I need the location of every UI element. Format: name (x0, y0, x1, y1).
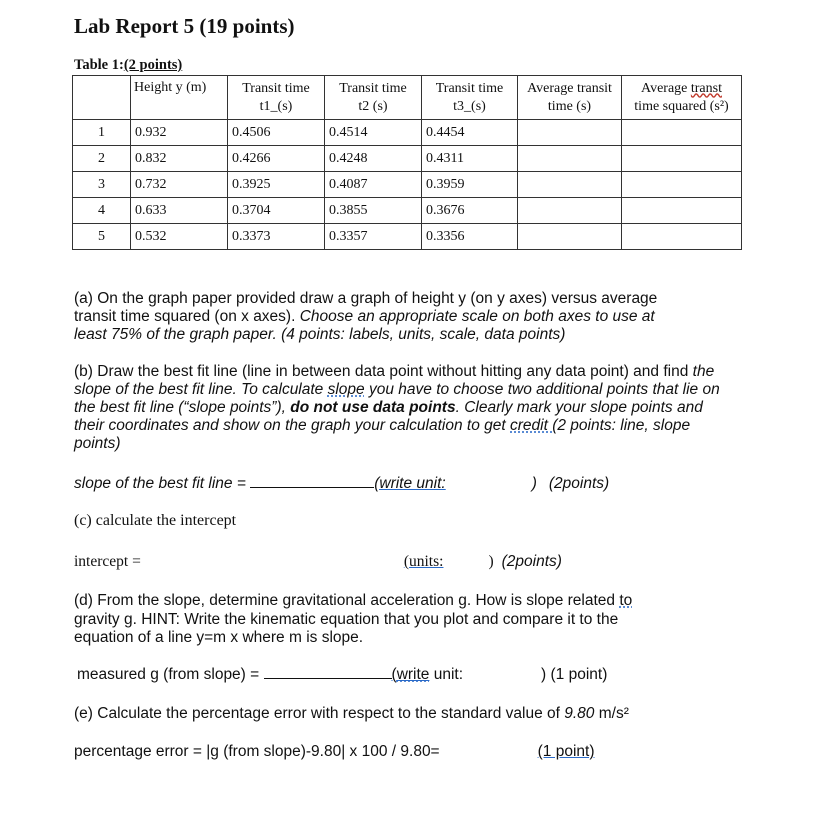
cell-t1: 0.3373 (228, 224, 325, 250)
table-row (73, 172, 742, 198)
table-caption-prefix: Table 1: (74, 57, 124, 73)
cell-t3: 0.3959 (422, 172, 518, 198)
data-table (72, 75, 742, 250)
cell-height: 0.633 (131, 198, 228, 224)
cell-avgsq[interactable] (622, 224, 742, 250)
slope-unit-label: (write unit: (374, 475, 446, 492)
cell-avg[interactable] (518, 146, 622, 172)
cell-avg[interactable] (518, 120, 622, 146)
row-index: 5 (73, 224, 131, 250)
cell-height: 0.532 (131, 224, 228, 250)
header-height: Height y (m) (131, 76, 228, 120)
cell-t3: 0.3356 (422, 224, 518, 250)
cell-avgsq[interactable] (622, 198, 742, 224)
cell-t1: 0.4506 (228, 120, 325, 146)
cell-t2: 0.3357 (325, 224, 422, 250)
cell-t3: 0.3676 (422, 198, 518, 224)
percentage-error-line: percentage error = |g (from slope)-9.80| x 100 / 9.80= (1 point) (74, 743, 595, 760)
cell-t2: 0.4087 (325, 172, 422, 198)
cell-height: 0.932 (131, 120, 228, 146)
part-e-text: (e) Calculate the percentage error with respect to the standard value of 9.80 m/s² (74, 705, 629, 722)
cell-avg[interactable] (518, 198, 622, 224)
part-c-text: (c) calculate the intercept (74, 512, 237, 529)
row-index: 4 (73, 198, 131, 224)
measured-unit-label: (write (391, 666, 430, 683)
header-index-cell (73, 76, 131, 120)
row-index: 3 (73, 172, 131, 198)
cell-height: 0.732 (131, 172, 228, 198)
measured-g-blank[interactable] (264, 678, 392, 679)
table-caption (74, 57, 182, 74)
table-row (73, 198, 742, 224)
cell-avgsq[interactable] (622, 146, 742, 172)
table-header-row (73, 76, 742, 120)
table-row (73, 120, 742, 146)
header-t2: Transit time t2 (s) (325, 76, 422, 120)
measured-g-line: measured g (from slope) = (write unit: ) (1 point) (77, 666, 608, 683)
header-avgsq: Average transt time squared (s²) (622, 76, 742, 120)
cell-avg[interactable] (518, 172, 622, 198)
cell-height: 0.832 (131, 146, 228, 172)
cell-t3: 0.4454 (422, 120, 518, 146)
page-title: Lab Report 5 (19 points) (74, 14, 295, 38)
slope-answer-blank[interactable] (250, 487, 374, 488)
slope-answer-line: slope of the best fit line = (write unit: ) (2points) (74, 475, 610, 492)
header-avg: Average transit time (s) (518, 76, 622, 120)
cell-avgsq[interactable] (622, 120, 742, 146)
part-d-text: (d) From the slope, determine gravitational acceleration g. How is slope related to gravity g. HINT: Write the kinematic equation that you plot and compare it to the equation of a line y=m x where m is slope. (74, 592, 633, 646)
table-row (73, 224, 742, 250)
header-t3: Transit time t3_(s) (422, 76, 518, 120)
cell-t1: 0.4266 (228, 146, 325, 172)
cell-t2: 0.3855 (325, 198, 422, 224)
cell-avgsq[interactable] (622, 172, 742, 198)
part-a-text: (a) On the graph paper provided draw a graph of height y (on y axes) versus average transit time squared (on x axes). Choose an appropriate scale on both axes to use at least 75% of the graph paper. (4 points: labels, units, scale, data points) (74, 290, 658, 343)
table-row (73, 146, 742, 172)
cell-t3: 0.4311 (422, 146, 518, 172)
intercept-unit-label: (units: (403, 553, 444, 570)
cell-t1: 0.3704 (228, 198, 325, 224)
cell-t2: 0.4248 (325, 146, 422, 172)
intercept-answer-line: intercept = (units: ) (2points) (74, 553, 562, 570)
row-index: 2 (73, 146, 131, 172)
row-index: 1 (73, 120, 131, 146)
cell-t1: 0.3925 (228, 172, 325, 198)
table-caption-points: (2 points) (123, 57, 183, 73)
header-t1: Transit time t1_(s) (228, 76, 325, 120)
cell-t2: 0.4514 (325, 120, 422, 146)
part-b-text: (b) Draw the best fit line (line in between data point without hitting any data point) and find the slope of the best fit line. To calculate slope you have to choose two additional points that lie on the best fit line (“slope points”), do not use data points. Clearly mark your slope points and their coordinates and show on the graph your calculation to get credit (2 points: line, slope points) (74, 363, 720, 452)
cell-avg[interactable] (518, 224, 622, 250)
